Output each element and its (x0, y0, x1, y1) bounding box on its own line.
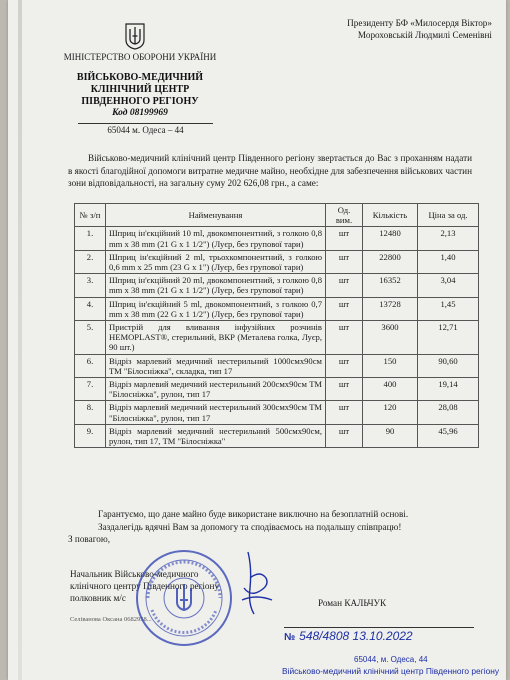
table-row (75, 321, 479, 355)
table-header-row (75, 204, 479, 227)
unit-cell: шт (326, 321, 363, 355)
item-name-cell: Відріз марлевий медичний нестерильний 500смх90см, рулон, тип 17, ТМ "Білосніжка" (106, 424, 326, 447)
quantity-cell: 12480 (363, 227, 418, 250)
row-number-cell: 2. (75, 250, 106, 273)
column-header: Од. вим. (326, 204, 363, 227)
hospital-name-line: ПІВДЕННОГО РЕГІОНУ (81, 96, 199, 107)
items-table (74, 203, 479, 448)
table-row (75, 401, 479, 424)
quantity-cell: 22800 (363, 250, 418, 273)
item-name-cell: Відріз марлевий медичний нестерильний 200смх90см ТМ "Білосніжка", рулон, тип 17 (106, 378, 326, 401)
row-number-cell: 3. (75, 274, 106, 297)
table-row (75, 354, 479, 377)
price-cell: 90,60 (418, 354, 479, 377)
unit-cell: шт (326, 354, 363, 377)
executor-note: Селіванова Оксана 0682958... (70, 616, 152, 623)
table-row (75, 297, 479, 320)
handwritten-signature-icon (236, 548, 276, 618)
unit-cell: шт (326, 227, 363, 250)
addressee-block (252, 17, 492, 41)
table-row (75, 250, 479, 273)
table-row (75, 274, 479, 297)
unit-cell: шт (326, 297, 363, 320)
registration-stamp (284, 629, 413, 643)
registration-number: 548/4808 13.10.2022 (299, 629, 413, 643)
unit-cell: шт (326, 378, 363, 401)
column-header: № з/п (75, 204, 106, 227)
price-cell: 2,13 (418, 227, 479, 250)
quantity-cell: 120 (363, 401, 418, 424)
price-cell: 3,04 (418, 274, 479, 297)
unit-cell: шт (326, 401, 363, 424)
ministry-name: МІНІСТЕРСТВО ОБОРОНИ УКРАЇНИ (63, 52, 217, 62)
hospital-name-line: КЛІНІЧНИЙ ЦЕНТР (90, 84, 190, 95)
trident-emblem-icon (124, 22, 146, 50)
item-name-cell: Відріз марлевий медичний нестерильний 300смх90см ТМ "Білосніжка", рулон, тип 17 (106, 401, 326, 424)
hospital-name (54, 72, 226, 108)
quantity-cell: 3600 (363, 321, 418, 355)
quantity-cell: 400 (363, 378, 418, 401)
row-number-cell: 8. (75, 401, 106, 424)
unit-cell: шт (326, 250, 363, 273)
addressee-line: Мороховській Людмилі Семенівні (357, 30, 492, 40)
price-cell: 1,40 (418, 250, 479, 273)
divider (78, 123, 213, 124)
body-paragraph: Військово-медичний клінічний центр Південного регіону звертається до Вас з проханням надати в якості благодійної допомоги витратне медичне майно, необхідне для забезпечення військових частин зони відповідальності, на загальну суму 202 626,08 грн., а саме: (68, 153, 472, 188)
table-row (75, 424, 479, 447)
thanks-text: Заздалегідь вдячні Вам за допомогу та сподіваємось на подальшу співпрацю! (98, 521, 402, 532)
row-number-cell: 4. (75, 297, 106, 320)
stamp-organization: Військово-медичний клінічний центр Південного регіону (282, 666, 500, 676)
price-cell: 1,45 (418, 297, 479, 320)
sender-address: 65044 м. Одеса – 44 (107, 125, 184, 135)
row-number-cell: 6. (75, 354, 106, 377)
price-cell: 45,96 (418, 424, 479, 447)
signatory-title-line: Начальник Військово-медичного (70, 569, 199, 579)
quantity-cell: 13728 (363, 297, 418, 320)
page-edge-shadow (18, 0, 22, 680)
signatory-name: Роман КАЛЬЧУК (318, 598, 387, 608)
hospital-name-line: ВІЙСЬКОВО-МЕДИЧНИЙ (76, 72, 204, 83)
row-number-cell: 5. (75, 321, 106, 355)
quantity-cell: 16352 (363, 274, 418, 297)
table-row (75, 378, 479, 401)
item-name-cell: Шприц ін'єкційний 20 ml, двокомпонентний, з голкою 0,8 mm x 38 mm (21 G x 1 1/2") (Луєр, без групової тари) (106, 274, 326, 297)
price-cell: 19,14 (418, 378, 479, 401)
price-cell: 12,71 (418, 321, 479, 355)
row-number-cell: 7. (75, 378, 106, 401)
table-row (75, 227, 479, 250)
regards-text: З повагою, (68, 534, 110, 544)
quantity-cell: 90 (363, 424, 418, 447)
row-number-cell: 1. (75, 227, 106, 250)
quantity-cell: 150 (363, 354, 418, 377)
guarantee-text: Гарантуємо, що дане майно буде використане виключно на безоплатній основі. (98, 509, 409, 519)
addressee-line: Президенту БФ «Милосердя Віктор» (347, 18, 492, 28)
column-header: Ціна за од. (418, 204, 479, 227)
column-header: Найменування (106, 204, 326, 227)
sender-code: Код 08199969 (112, 108, 168, 118)
official-seal-icon (134, 548, 234, 648)
letter-page (8, 0, 506, 680)
registration-label: № (284, 632, 296, 643)
item-name-cell: Шприц ін'єкційний 2 ml, трьохкомпонентний, з голкою 0,6 mm x 25 mm (23 G x 1") (Луєр, без групової тари) (106, 250, 326, 273)
column-header: Кількість (363, 204, 418, 227)
price-cell: 28,08 (418, 401, 479, 424)
closing-block (68, 508, 472, 546)
unit-cell: шт (326, 274, 363, 297)
item-name-cell: Шприц ін'єкційний 5 ml, двокомпонентний, з голкою 0,7 mm x 38 mm (22 G x 1 1/2") (Луєр, без групової тари) (106, 297, 326, 320)
signatory-title-line: полковник м/с (70, 593, 126, 603)
item-name-cell: Шприц ін'єкційний 10 ml, двокомпонентний, з голкою 0,8 mm x 38 mm (21 G x 1 1/2") (Луєр, без групової тари) (106, 227, 326, 250)
unit-cell: шт (326, 424, 363, 447)
item-name-cell: Відріз марлевий медичний нестерильний 1000смх90см ТМ "Білосніжка", складка, тип 17 (106, 354, 326, 377)
signatory-title-line: клінічного центру Південного регіону (70, 581, 220, 591)
item-name-cell: Пристрій для вливання інфузійних розчинів HEMOPLAST®, стерильний, ВКР (Металева голка, Луєр, 90 шт.) (106, 321, 326, 355)
stamp-address: 65044, м. Одеса, 44 (354, 655, 428, 664)
row-number-cell: 9. (75, 424, 106, 447)
registration-underline (284, 627, 474, 628)
